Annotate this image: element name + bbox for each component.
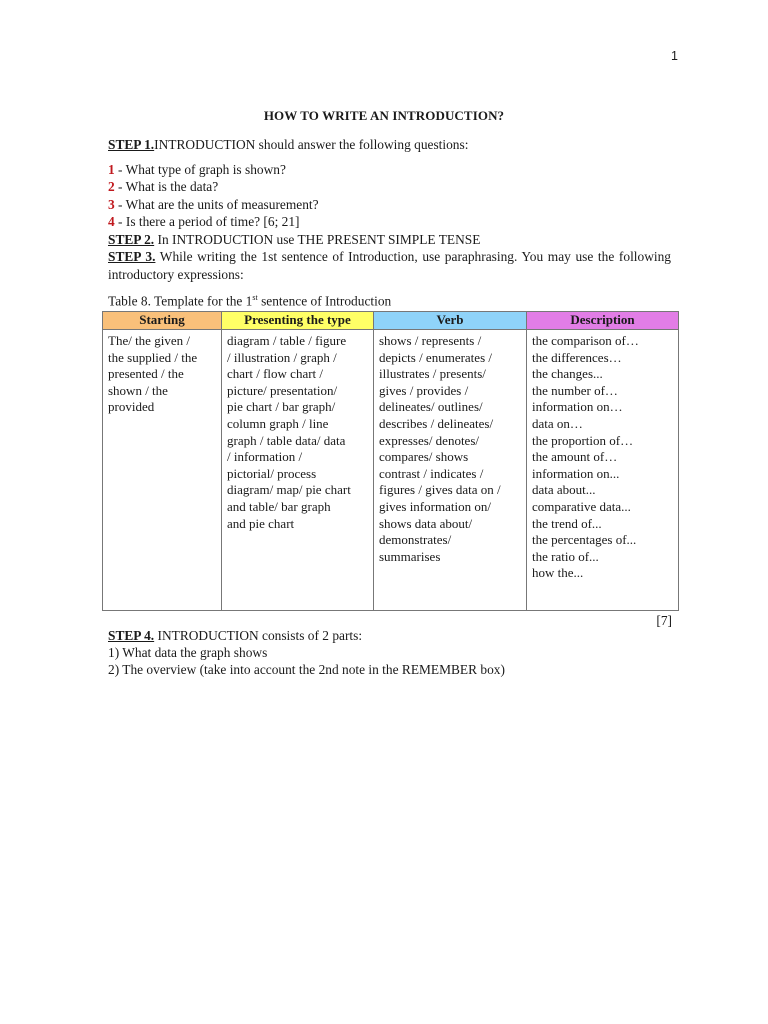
- table-header-row: [103, 312, 679, 330]
- header-description: Description: [527, 312, 679, 330]
- step-4-text: INTRODUCTION consists of 2 parts:: [154, 628, 363, 643]
- list-item: 2) The overview (take into account the 2nd note in the REMEMBER box): [108, 662, 505, 678]
- header-verb: Verb: [374, 312, 527, 330]
- cell-verb: shows / represents / depicts / enumerates / illustrates / presents/ gives / provides / delineates/ outlines/ describes / delineates/ expresses/ denotes/ compares/ shows contrast / indicates / figures / gives data on / gives information on/ shows data about/ demonstrates/ summarises: [374, 330, 527, 611]
- step-1-text: INTRODUCTION should answer the following questions:: [154, 137, 469, 152]
- step-2-label: STEP 2.: [108, 231, 155, 247]
- cell-presenting-the-type: diagram / table / figure / illustration / graph / chart / flow chart / picture/ presentation/ pie chart / bar graph/ column graph / line graph / table data/ data / information / pictorial/ process diagram/ map/ pie chart and table/ bar graph and pie chart: [222, 330, 374, 611]
- step-4-section: [108, 627, 505, 679]
- list-item: 1) What data the graph shows: [108, 645, 268, 661]
- step-1-label: STEP 1.: [108, 137, 155, 152]
- page-number: 1: [671, 49, 678, 63]
- step-1-section: [108, 136, 671, 283]
- question-item: 3 - What are the units of measurement?: [108, 196, 319, 212]
- template-table: [102, 311, 679, 611]
- step-2: [108, 231, 671, 249]
- table-row: [103, 330, 679, 611]
- question-item: 1 - What type of graph is shown?: [108, 161, 286, 177]
- page-title: HOW TO WRITE AN INTRODUCTION?: [263, 108, 505, 123]
- question-item: 2 - What is the data?: [108, 179, 219, 194]
- question-item: 4 - Is there a period of time? [6; 21]: [108, 214, 300, 229]
- step-3-label: STEP 3.: [108, 249, 156, 264]
- step-3: [108, 248, 671, 283]
- cell-description: the comparison of… the differences… the changes... the number of… information on… data on… the proportion of… the amount of… information on... data about... comparative data... the trend of... the percentages of... the ratio of... how the...: [527, 330, 679, 611]
- reference-citation: [7]: [656, 613, 672, 628]
- header-presenting-the-type: Presenting the type: [222, 312, 374, 330]
- step-3-text: While writing the 1st sentence of Introduction, use paraphrasing. You may use the following introductory expressions:: [108, 249, 671, 282]
- table-caption: Table 8. Template for the 1st sentence of Introduction: [108, 293, 392, 309]
- step-4-label: STEP 4.: [108, 628, 155, 643]
- cell-starting: The/ the given / the supplied / the presented / the shown / the provided: [103, 330, 222, 611]
- step-2-text: In INTRODUCTION use THE PRESENT SIMPLE TENSE: [154, 231, 481, 247]
- header-starting: Starting: [103, 312, 222, 330]
